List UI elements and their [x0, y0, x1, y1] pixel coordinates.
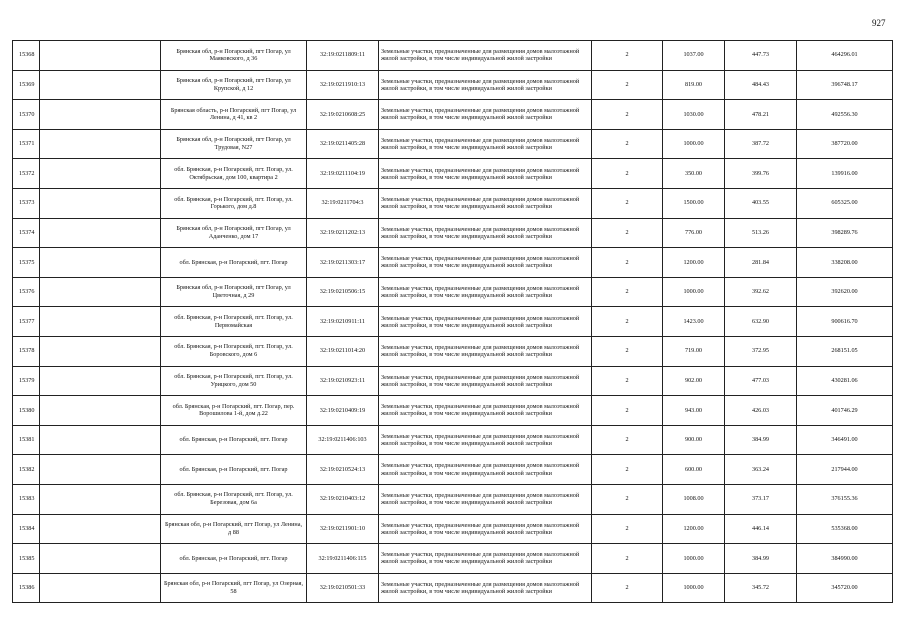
- category-cell: 2: [592, 159, 663, 189]
- address-cell: обл. Брянская, р-н Погарский, пгт. Погар, ул. Боровского, дом 6: [161, 336, 307, 366]
- area-cell: 1037.00: [663, 41, 725, 71]
- address-cell: обл. Брянская, р-н Погарский, пгт. Погар, ул. Октябрьская, дом 100, квартира 2: [161, 159, 307, 189]
- unit-value-cell: 373.17: [725, 484, 797, 514]
- cadastral-number-cell: 32:19:0211901:10: [307, 514, 379, 544]
- area-cell: 900.00: [663, 425, 725, 455]
- address-cell: Брянская обл, р-н Погарский, пгт Погар, ул Озерная, 58: [161, 573, 307, 603]
- land-use-cell: Земельные участки, предназначенные для размещения домов малоэтажной жилой застройки, в том числе индивидуальной жилой застройки: [379, 425, 592, 455]
- empty-cell: [40, 277, 161, 307]
- row-number: 15386: [13, 573, 40, 603]
- address-cell: обл. Брянская, р-н Погарский, пгт. Погар: [161, 248, 307, 278]
- land-use-cell: Земельные участки, предназначенные для размещения домов малоэтажной жилой застройки, в том числе индивидуальной жилой застройки: [379, 514, 592, 544]
- cadastral-number-cell: 32:19:0210608:25: [307, 100, 379, 130]
- unit-value-cell: 446.14: [725, 514, 797, 544]
- category-cell: 2: [592, 366, 663, 396]
- cadastral-value-cell: 384990.00: [797, 544, 893, 574]
- unit-value-cell: 478.21: [725, 100, 797, 130]
- land-use-cell: Земельные участки, предназначенные для размещения домов малоэтажной жилой застройки, в том числе индивидуальной жилой застройки: [379, 455, 592, 485]
- land-use-cell: Земельные участки, предназначенные для размещения домов малоэтажной жилой застройки, в том числе индивидуальной жилой застройки: [379, 366, 592, 396]
- cadastral-number-cell: 32:19:0211104:19: [307, 159, 379, 189]
- cadastral-number-cell: 32:19:0211202:13: [307, 218, 379, 248]
- cadastral-number-cell: 32:19:0210911:11: [307, 307, 379, 337]
- category-cell: 2: [592, 455, 663, 485]
- area-cell: 1000.00: [663, 129, 725, 159]
- cadastral-number-cell: 32:19:0210524:13: [307, 455, 379, 485]
- table-row: [13, 396, 893, 426]
- category-cell: 2: [592, 218, 663, 248]
- empty-cell: [40, 544, 161, 574]
- area-cell: 1030.00: [663, 100, 725, 130]
- category-cell: 2: [592, 514, 663, 544]
- cadastral-value-table: [12, 40, 893, 603]
- unit-value-cell: 426.03: [725, 396, 797, 426]
- address-cell: обл. Брянская, р-н Погарский, пгт. Погар, ул. Березовая, дом 6а: [161, 484, 307, 514]
- cadastral-number-cell: 32:19:0210506:15: [307, 277, 379, 307]
- land-use-cell: Земельные участки, предназначенные для размещения домов малоэтажной жилой застройки, в том числе индивидуальной жилой застройки: [379, 70, 592, 100]
- unit-value-cell: 447.73: [725, 41, 797, 71]
- cadastral-value-cell: 605325.00: [797, 188, 893, 218]
- area-cell: 943.00: [663, 396, 725, 426]
- unit-value-cell: 392.62: [725, 277, 797, 307]
- land-use-cell: Земельные участки, предназначенные для размещения домов малоэтажной жилой застройки, в том числе индивидуальной жилой застройки: [379, 396, 592, 426]
- empty-cell: [40, 366, 161, 396]
- category-cell: 2: [592, 100, 663, 130]
- empty-cell: [40, 484, 161, 514]
- empty-cell: [40, 41, 161, 71]
- table-row: [13, 70, 893, 100]
- cadastral-number-cell: 32:19:0211406:103: [307, 425, 379, 455]
- category-cell: 2: [592, 129, 663, 159]
- cadastral-number-cell: 32:19:0210403:12: [307, 484, 379, 514]
- row-number: 15370: [13, 100, 40, 130]
- unit-value-cell: 484.43: [725, 70, 797, 100]
- cadastral-value-cell: 139916.00: [797, 159, 893, 189]
- cadastral-value-cell: 392620.00: [797, 277, 893, 307]
- unit-value-cell: 387.72: [725, 129, 797, 159]
- area-cell: 819.00: [663, 70, 725, 100]
- row-number: 15371: [13, 129, 40, 159]
- area-cell: 1200.00: [663, 248, 725, 278]
- address-cell: Брянская обл, р-н Погарский, пгт Погар, ул Ленина, д 88: [161, 514, 307, 544]
- cadastral-number-cell: 32:19:0211303:17: [307, 248, 379, 278]
- area-cell: 902.00: [663, 366, 725, 396]
- address-cell: Брянская обл, р-н Погарский, пгт Погар, ул Трудовая, N27: [161, 129, 307, 159]
- land-use-cell: Земельные участки, предназначенные для размещения домов малоэтажной жилой застройки, в том числе индивидуальной жилой застройки: [379, 277, 592, 307]
- cadastral-value-cell: 900616.70: [797, 307, 893, 337]
- land-use-cell: Земельные участки, предназначенные для размещения домов малоэтажной жилой застройки, в том числе индивидуальной жилой застройки: [379, 336, 592, 366]
- address-cell: Брянская обл, р-н Погарский, пгт Погар, ул Крупской, д 12: [161, 70, 307, 100]
- land-use-cell: Земельные участки, предназначенные для размещения домов малоэтажной жилой застройки, в том числе индивидуальной жилой застройки: [379, 188, 592, 218]
- table-row: [13, 277, 893, 307]
- unit-value-cell: 372.95: [725, 336, 797, 366]
- area-cell: 1000.00: [663, 573, 725, 603]
- table-row: [13, 188, 893, 218]
- address-cell: обл. Брянская, р-н Погарский, пгт. Погар: [161, 544, 307, 574]
- unit-value-cell: 384.99: [725, 425, 797, 455]
- unit-value-cell: 513.26: [725, 218, 797, 248]
- empty-cell: [40, 70, 161, 100]
- row-number: 15378: [13, 336, 40, 366]
- category-cell: 2: [592, 573, 663, 603]
- cadastral-value-cell: 401746.29: [797, 396, 893, 426]
- table-row: [13, 573, 893, 603]
- area-cell: 1200.00: [663, 514, 725, 544]
- area-cell: 776.00: [663, 218, 725, 248]
- address-cell: обл. Брянская, р-н Погарский, пгт. Погар, ул. Горького, дом д.8: [161, 188, 307, 218]
- cadastral-value-cell: 430281.06: [797, 366, 893, 396]
- page-number: 927: [872, 18, 886, 28]
- table-row: [13, 307, 893, 337]
- row-number: 15379: [13, 366, 40, 396]
- row-number: 15377: [13, 307, 40, 337]
- unit-value-cell: 632.90: [725, 307, 797, 337]
- category-cell: 2: [592, 425, 663, 455]
- area-cell: 1008.00: [663, 484, 725, 514]
- address-cell: Брянская обл, р-н Погарский, пгт Погар, ул Аданченко, дом 17: [161, 218, 307, 248]
- table-row: [13, 484, 893, 514]
- empty-cell: [40, 514, 161, 544]
- area-cell: 1000.00: [663, 277, 725, 307]
- category-cell: 2: [592, 484, 663, 514]
- cadastral-value-cell: 345720.00: [797, 573, 893, 603]
- area-cell: 719.00: [663, 336, 725, 366]
- cadastral-value-cell: 338208.00: [797, 248, 893, 278]
- address-cell: обл. Брянская, р-н Погарский, пгт. Погар, пер. Ворошилова 1-й, дом д.22: [161, 396, 307, 426]
- cadastral-number-cell: 32:19:0211704:3: [307, 188, 379, 218]
- category-cell: 2: [592, 277, 663, 307]
- row-number: 15376: [13, 277, 40, 307]
- table-row: [13, 159, 893, 189]
- empty-cell: [40, 396, 161, 426]
- empty-cell: [40, 188, 161, 218]
- area-cell: 1423.00: [663, 307, 725, 337]
- row-number: 15374: [13, 218, 40, 248]
- cadastral-value-cell: 492556.30: [797, 100, 893, 130]
- land-use-cell: Земельные участки, предназначенные для размещения домов малоэтажной жилой застройки, в том числе индивидуальной жилой застройки: [379, 248, 592, 278]
- category-cell: 2: [592, 41, 663, 71]
- table-row: [13, 248, 893, 278]
- row-number: 15372: [13, 159, 40, 189]
- unit-value-cell: 281.84: [725, 248, 797, 278]
- cadastral-number-cell: 32:19:0211910:13: [307, 70, 379, 100]
- cadastral-number-cell: 32:19:0210409:19: [307, 396, 379, 426]
- table-row: [13, 100, 893, 130]
- address-cell: Брянская обл, р-н Погарский, пгт Погар, ул Маяковского, д 36: [161, 41, 307, 71]
- address-cell: Брянская обл, р-н Погарский, пгт Погар, ул Цветочная, д 29: [161, 277, 307, 307]
- unit-value-cell: 403.55: [725, 188, 797, 218]
- row-number: 15369: [13, 70, 40, 100]
- table-row: [13, 218, 893, 248]
- table-row: [13, 129, 893, 159]
- cadastral-value-cell: 268151.05: [797, 336, 893, 366]
- table-row: [13, 425, 893, 455]
- table-row: [13, 544, 893, 574]
- category-cell: 2: [592, 336, 663, 366]
- category-cell: 2: [592, 396, 663, 426]
- category-cell: 2: [592, 70, 663, 100]
- row-number: 15384: [13, 514, 40, 544]
- land-use-cell: Земельные участки, предназначенные для размещения домов малоэтажной жилой застройки, в том числе индивидуальной жилой застройки: [379, 159, 592, 189]
- empty-cell: [40, 218, 161, 248]
- empty-cell: [40, 307, 161, 337]
- cadastral-value-cell: 535368.00: [797, 514, 893, 544]
- unit-value-cell: 384.99: [725, 544, 797, 574]
- unit-value-cell: 345.72: [725, 573, 797, 603]
- land-use-cell: Земельные участки, предназначенные для размещения домов малоэтажной жилой застройки, в том числе индивидуальной жилой застройки: [379, 218, 592, 248]
- cadastral-number-cell: 32:19:0210501:33: [307, 573, 379, 603]
- area-cell: 350.00: [663, 159, 725, 189]
- area-cell: 1000.00: [663, 544, 725, 574]
- land-use-cell: Земельные участки, предназначенные для размещения домов малоэтажной жилой застройки, в том числе индивидуальной жилой застройки: [379, 544, 592, 574]
- address-cell: обл. Брянская, р-н Погарский, пгт. Погар: [161, 455, 307, 485]
- empty-cell: [40, 425, 161, 455]
- category-cell: 2: [592, 248, 663, 278]
- row-number: 15373: [13, 188, 40, 218]
- table-row: [13, 514, 893, 544]
- empty-cell: [40, 455, 161, 485]
- area-cell: 600.00: [663, 455, 725, 485]
- land-use-cell: Земельные участки, предназначенные для размещения домов малоэтажной жилой застройки, в том числе индивидуальной жилой застройки: [379, 573, 592, 603]
- cadastral-number-cell: 32:19:0211809:11: [307, 41, 379, 71]
- row-number: 15381: [13, 425, 40, 455]
- row-number: 15383: [13, 484, 40, 514]
- empty-cell: [40, 573, 161, 603]
- empty-cell: [40, 248, 161, 278]
- unit-value-cell: 363.24: [725, 455, 797, 485]
- table-row: [13, 41, 893, 71]
- land-use-cell: Земельные участки, предназначенные для размещения домов малоэтажной жилой застройки, в том числе индивидуальной жилой застройки: [379, 129, 592, 159]
- unit-value-cell: 399.76: [725, 159, 797, 189]
- area-cell: 1500.00: [663, 188, 725, 218]
- row-number: 15375: [13, 248, 40, 278]
- empty-cell: [40, 336, 161, 366]
- table-row: [13, 455, 893, 485]
- row-number: 15382: [13, 455, 40, 485]
- table-body: [13, 41, 893, 603]
- table-row: [13, 366, 893, 396]
- category-cell: 2: [592, 188, 663, 218]
- cadastral-number-cell: 32:19:0211014:20: [307, 336, 379, 366]
- cadastral-number-cell: 32:19:0211406:115: [307, 544, 379, 574]
- cadastral-value-cell: 396748.17: [797, 70, 893, 100]
- row-number: 15368: [13, 41, 40, 71]
- address-cell: обл. Брянская, р-н Погарский, пгт. Погар, ул. Первомайская: [161, 307, 307, 337]
- cadastral-number-cell: 32:19:0211405:28: [307, 129, 379, 159]
- cadastral-value-cell: 376155.36: [797, 484, 893, 514]
- empty-cell: [40, 159, 161, 189]
- table-row: [13, 336, 893, 366]
- category-cell: 2: [592, 544, 663, 574]
- cadastral-value-cell: 217944.00: [797, 455, 893, 485]
- cadastral-number-cell: 32:19:0210923:11: [307, 366, 379, 396]
- land-use-cell: Земельные участки, предназначенные для размещения домов малоэтажной жилой застройки, в том числе индивидуальной жилой застройки: [379, 484, 592, 514]
- cadastral-value-cell: 387720.00: [797, 129, 893, 159]
- empty-cell: [40, 100, 161, 130]
- row-number: 15380: [13, 396, 40, 426]
- land-use-cell: Земельные участки, предназначенные для размещения домов малоэтажной жилой застройки, в том числе индивидуальной жилой застройки: [379, 41, 592, 71]
- address-cell: Брянская область, р-н Погарский, пгт Погар, ул Ленина, д 41, кв 2: [161, 100, 307, 130]
- cadastral-value-cell: 398289.76: [797, 218, 893, 248]
- address-cell: обл. Брянская, р-н Погарский, пгт. Погар, ул. Урицкого, дом 50: [161, 366, 307, 396]
- row-number: 15385: [13, 544, 40, 574]
- land-use-cell: Земельные участки, предназначенные для размещения домов малоэтажной жилой застройки, в том числе индивидуальной жилой застройки: [379, 100, 592, 130]
- cadastral-value-cell: 346491.00: [797, 425, 893, 455]
- empty-cell: [40, 129, 161, 159]
- cadastral-value-cell: 464296.01: [797, 41, 893, 71]
- address-cell: обл. Брянская, р-н Погарский, пгт. Погар: [161, 425, 307, 455]
- land-use-cell: Земельные участки, предназначенные для размещения домов малоэтажной жилой застройки, в том числе индивидуальной жилой застройки: [379, 307, 592, 337]
- unit-value-cell: 477.03: [725, 366, 797, 396]
- category-cell: 2: [592, 307, 663, 337]
